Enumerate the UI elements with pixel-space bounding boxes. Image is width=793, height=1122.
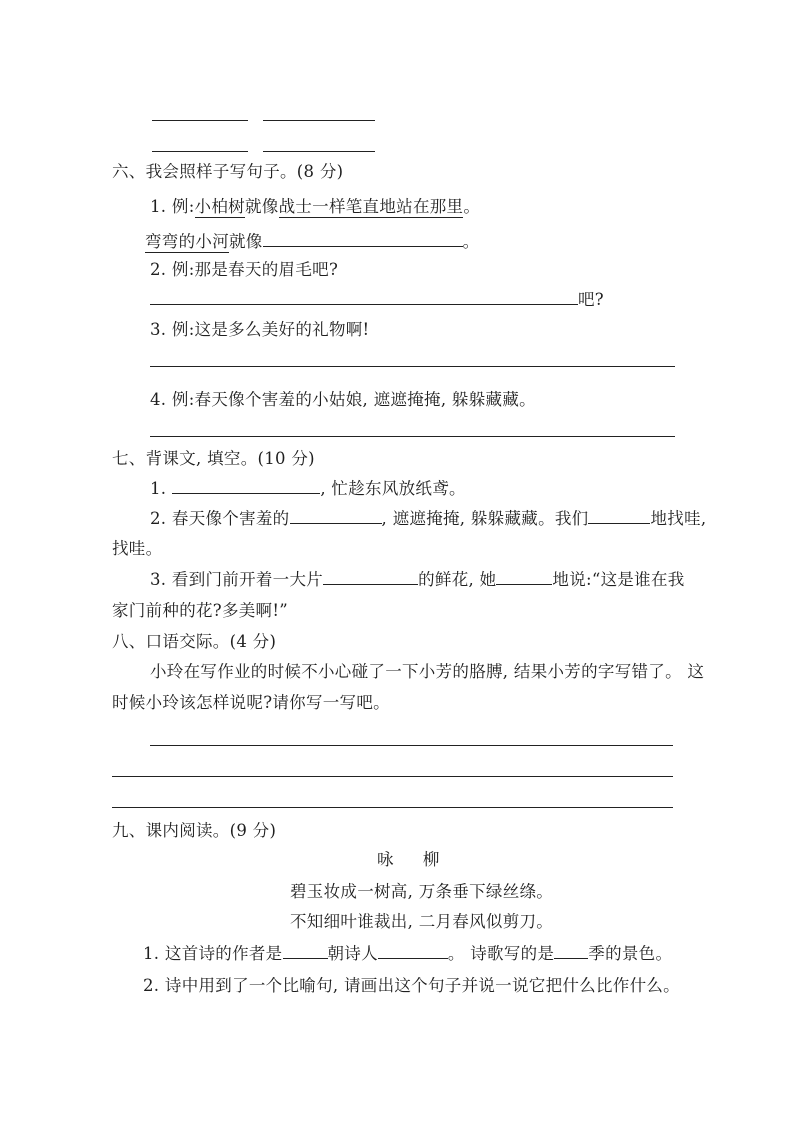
section6-item1-answer-line: [145, 231, 479, 253]
fill-blank: [554, 944, 588, 959]
q1-p2: 朝诗人: [327, 944, 378, 963]
item1-period: 。: [463, 197, 481, 216]
section6-item4-example: 4. 例:春天像个害羞的小姑娘, 遮遮掩掩, 躲躲藏藏。: [150, 390, 536, 409]
answer-blank-line: [112, 807, 673, 808]
section6-item1-example: [150, 196, 480, 218]
item1-answer-underlined: 弯弯的小河: [145, 232, 229, 251]
section7-item3-continuation: 家门前种的花?多美啊!”: [112, 601, 289, 620]
answer-blank-line: [263, 151, 375, 152]
section6-item3-example: 3. 例:这是多么美好的礼物啊!: [150, 320, 370, 339]
section8-paragraph-line1: 小玲在写作业的时候不小心碰了一下小芳的胳膊, 结果小芳的字写错了。 这: [150, 662, 705, 681]
section7-item3: [150, 569, 685, 591]
answer-blank-line: [150, 366, 675, 367]
section9-question1: [143, 943, 672, 965]
section9-title: 九、课内阅读。(9 分): [112, 821, 277, 840]
section7-title: 七、背课文, 填空。(10 分): [112, 449, 315, 468]
item2-p1: 2. 春天像个害羞的: [150, 509, 290, 528]
section7-item1: [150, 478, 466, 500]
answer-blank-line: [152, 120, 248, 121]
item1-underlined-predicate: 战士一样笔直地站在那里: [278, 197, 464, 216]
item2-answer-suffix: 吧?: [578, 290, 604, 309]
item3-p2: 的鲜花, 她: [418, 570, 497, 589]
section8-title: 八、口语交际。(4 分): [112, 632, 277, 651]
fill-blank: [283, 944, 328, 959]
section7-item2: [150, 508, 706, 530]
section6-title: 六、我会照样子写句子。(8 分): [112, 162, 344, 181]
item1-underlined-subject: 小柏树: [194, 197, 245, 216]
fill-blank: [588, 509, 650, 524]
answer-blank: [263, 232, 463, 247]
fill-blank: [378, 944, 448, 959]
section7-item2-continuation: 找哇。: [112, 539, 163, 558]
fill-blank: [290, 509, 382, 524]
poem-title: [377, 849, 440, 871]
answer-blank-line: [150, 436, 675, 437]
item2-p2: , 遮遮掩掩, 躲躲藏藏。我们: [381, 509, 589, 528]
answer-blank-line: [112, 776, 673, 777]
poem-title-char2: 柳: [422, 850, 440, 869]
item1-answer-period: 。: [462, 232, 480, 251]
answer-blank-line: [150, 745, 673, 746]
q1-p4: 季的景色。: [588, 944, 673, 963]
section6-item2-answer-line: [150, 289, 604, 311]
section8-paragraph-line2: 时候小玲该怎样说呢?请你写一写吧。: [112, 693, 390, 712]
item1-label: 1. 例:: [150, 197, 195, 216]
item1-pre: 1.: [150, 479, 167, 498]
item1-answer-mid: 就像: [229, 232, 263, 251]
section6-item2-example: 2. 例:那是春天的眉毛吧?: [150, 260, 339, 279]
fill-blank: [323, 570, 418, 585]
item1-mid: 就像: [244, 197, 279, 216]
answer-blank-line: [263, 120, 375, 121]
fill-blank: [172, 479, 320, 494]
poem-title-char1: 咏: [377, 850, 394, 869]
poem-line1: 碧玉妆成一树高, 万条垂下绿丝绦。: [290, 882, 554, 901]
item3-p3: 地说:“这是谁在我: [552, 570, 685, 589]
section9-question2: 2. 诗中用到了一个比喻句, 请画出这个句子并说一说它把什么比作什么。: [143, 976, 680, 995]
item1-post: , 忙趁东风放纸鸢。: [320, 479, 466, 498]
answer-blank: [150, 290, 578, 305]
q1-p1: 1. 这首诗的作者是: [143, 944, 283, 963]
q1-p3: 。 诗歌写的是: [447, 944, 555, 963]
item3-p1: 3. 看到门前开着一大片: [150, 570, 324, 589]
answer-blank-line: [152, 151, 248, 152]
fill-blank: [496, 570, 552, 585]
poem-line2: 不知细叶谁裁出, 二月春风似剪刀。: [290, 912, 554, 931]
item2-p3: 地找哇,: [650, 509, 707, 528]
